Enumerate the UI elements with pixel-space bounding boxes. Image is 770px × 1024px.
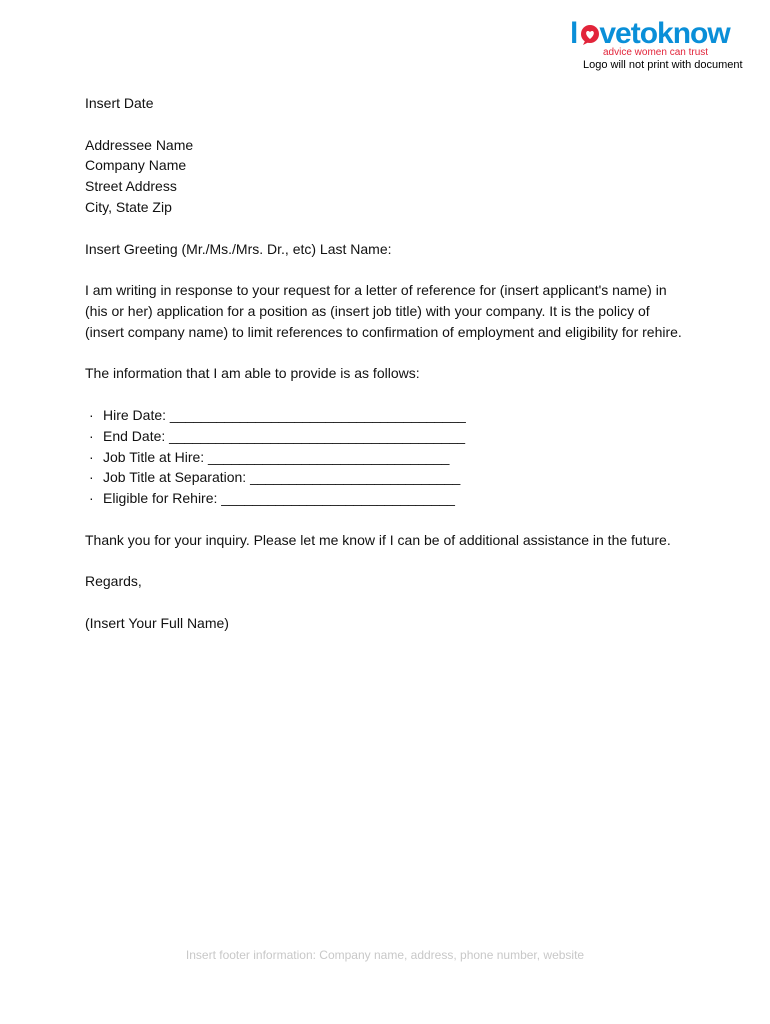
sign-off: Regards,	[85, 573, 142, 590]
signature-line: (Insert Your Full Name)	[85, 614, 229, 631]
employment-fields-list	[85, 405, 695, 509]
field-end-date: End Date: ______________________________________	[103, 427, 466, 444]
closing-paragraph: Thank you for your inquiry. Please let me know if I can be of additional assistance in the future.	[85, 531, 671, 548]
field-hire-date: Hire Date: ______________________________________	[103, 406, 466, 423]
street-address: Street Address	[85, 178, 177, 195]
logo-tagline: advice women can trust	[603, 47, 709, 58]
company-name: Company Name	[85, 157, 187, 174]
heart-speech-bubble-icon	[579, 24, 601, 46]
bullet: ·	[89, 469, 94, 486]
list-item	[85, 405, 695, 426]
list-item	[85, 447, 695, 468]
info-intro: The information that I am able to provide is as follows:	[85, 365, 420, 382]
letter-body	[85, 93, 695, 634]
field-job-title-hire: Job Title at Hire: _______________________________	[103, 448, 450, 465]
bullet: ·	[89, 406, 94, 423]
logo-word-part2: vetoknow	[599, 17, 730, 50]
list-item	[85, 488, 695, 509]
city-state-zip: City, State Zip	[85, 198, 172, 215]
bullet: ·	[89, 427, 94, 444]
date-line: Insert Date	[85, 95, 154, 111]
greeting: Insert Greeting (Mr./Ms./Mrs. Dr., etc) Last Name:	[85, 240, 392, 257]
addressee-name: Addressee Name	[85, 136, 194, 153]
logo-word-part1: l	[570, 17, 578, 50]
field-job-title-separation: Job Title at Separation: ___________________________	[103, 469, 461, 486]
footer-text: Insert footer information: Company name, address, phone number, website	[185, 948, 585, 962]
body-paragraph: I am writing in response to your request for a letter of reference for (insert applicant's name) in (his or her) application for a position as (insert job title) with your company. It is the policy of (insert company name) to limit references to confirmation of employment and eligibility for rehire.	[85, 282, 682, 340]
list-item	[85, 467, 695, 488]
bullet: ·	[89, 490, 94, 507]
logo-print-note: Logo will not print with document	[583, 59, 743, 71]
lovetoknow-logo	[566, 14, 766, 76]
field-eligible-rehire: Eligible for Rehire: ______________________________	[103, 490, 455, 507]
bullet: ·	[89, 448, 94, 465]
list-item	[85, 426, 695, 447]
